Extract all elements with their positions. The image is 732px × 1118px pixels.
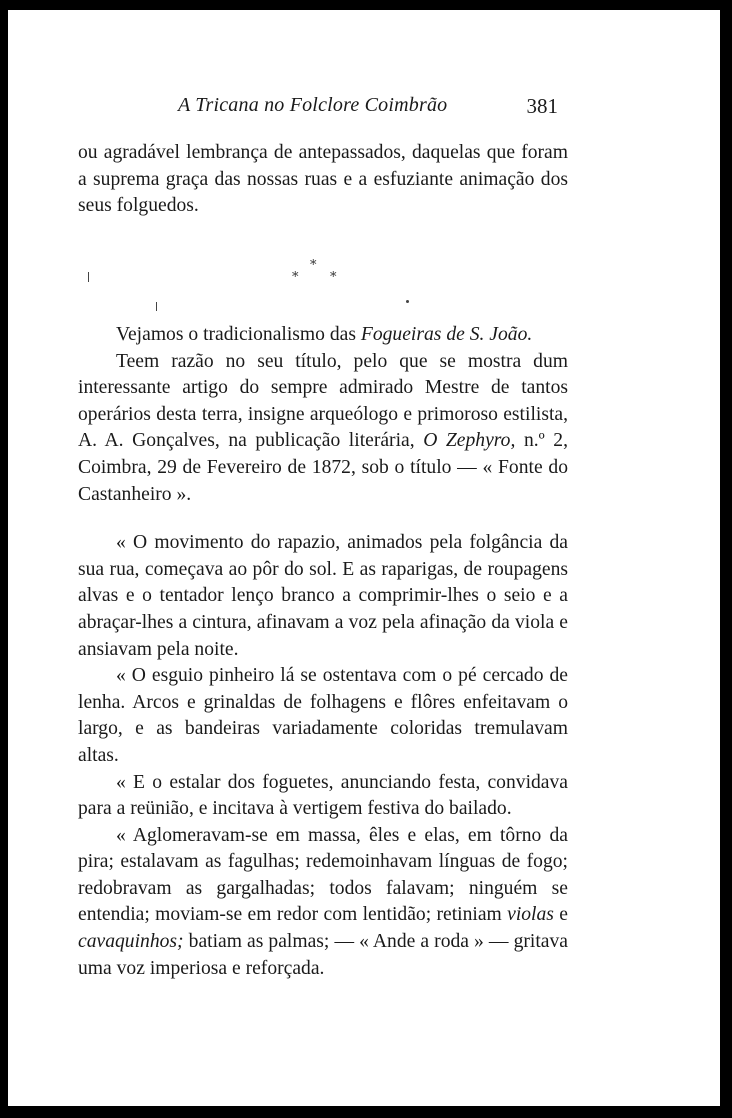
quote-paragraph-3: « E o estalar dos foguetes, anunciando festa, convidava para a reünião, e incitava à vertigem festiva do bailado. [78,771,568,820]
scan-speck [406,300,409,303]
italic-text: violas [507,904,554,926]
separator-star-right: * [330,270,337,285]
paragraph-text: batiam as palmas; — « Ande a roda » — gritava uma voz imperiosa e reforçada. [78,931,568,979]
scan-speck [156,302,157,311]
paragraph-citation [78,349,568,509]
running-title: A Tricana no Folclore Coimbrão [178,94,448,116]
opening-paragraph-block [78,140,568,220]
italic-text: O Zephyro, [423,430,516,452]
italic-text: Fogueiras de S. João. [360,324,533,345]
separator-star-top: * [310,258,317,273]
scan-speck [88,272,89,282]
quote-paragraph-1: « O movimento do rapazio, animados pela folgância da sua rua, começava ao pôr do sol. E as raparigas, de roupagens alvas e o tentador lenço branco a comprimir-lhes o seio e a abraçar-lhes a cintura, afinavam a voz pela afinação da viola e ansiavam pela noite. [78,532,568,660]
paragraph-text: n.º 2, Coimbra, 29 de Fevereiro de 1872, sob o título — « Fonte do Castanheiro ». [78,430,568,505]
paragraph-text: Vejamos o tradicionalismo das [116,324,361,345]
section-separator [280,258,350,290]
section-body [78,322,568,982]
quote-paragraph-4 [78,823,568,983]
paragraph-text: « Aglomeravam-se em massa, êles e elas, em tôrno da pira; estalavam as fagulhas; redemoinhavam línguas de fogo; redobravam as gargalhadas; todos falavam; ninguém se entendia; moviam-se em redor com lentidão; retiniam [78,824,568,926]
italic-text: cavaquinhos; [78,931,184,953]
opening-paragraph: ou agradável lembrança de antepassados, daquelas que foram a suprema graça das nossas ruas e a esfuziante animação dos seus folguedos. [78,142,568,217]
paragraph-fogueiras [78,322,568,349]
page-number: 381 [526,94,558,118]
quote-paragraph-2: « O esguio pinheiro lá se ostentava com o pé cercado de lenha. Arcos e grinaldas de folhagens e flôres enfeitavam o largo, e as bandeiras variadamente coloridas tremulavam altas. [78,665,568,766]
separator-star-left: * [292,270,299,285]
paragraph-text: Teem razão no seu título, pelo que se mostra dum interessante artigo do sempre admirado Mestre de tantos operários desta terra, insigne arqueólogo e primoroso estilista, A. A. Gonçalves, na publicação literária, [78,350,568,452]
book-page [8,10,720,1106]
paragraph-text: e [553,904,568,926]
